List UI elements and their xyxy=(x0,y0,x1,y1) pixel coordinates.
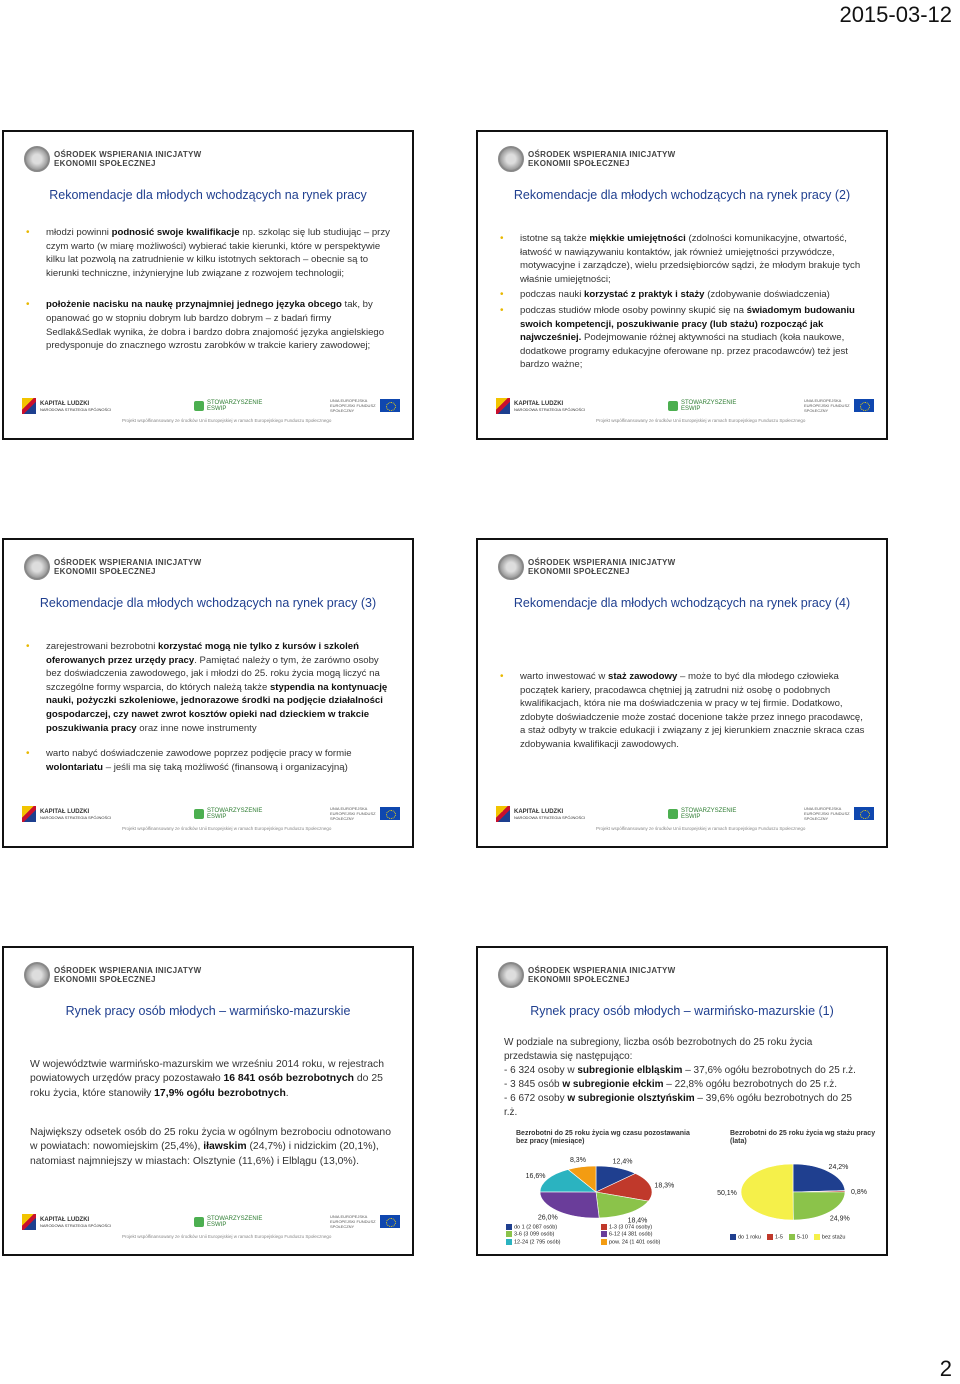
owies-logo-icon xyxy=(498,962,524,988)
eu-logo: UNIA EUROPEJSKA EUROPEJSKI FUNDUSZ SPOŁECZNY xyxy=(330,398,400,413)
slide-footer xyxy=(496,398,874,426)
legend-entry: 1-3 (3 074 osoby) xyxy=(601,1224,696,1231)
legend-swatch xyxy=(506,1231,512,1237)
legend-swatch xyxy=(506,1224,512,1230)
legend-swatch xyxy=(730,1234,736,1240)
slide-footer xyxy=(496,806,874,834)
eu-logo: UNIA EUROPEJSKA EUROPEJSKI FUNDUSZ SPOŁECZNY xyxy=(330,1214,400,1229)
footnote: Projekt współfinansowany ze środków Unii Europejskiej w ramach Europejskiego Funduszu Społecznego xyxy=(122,826,332,831)
legend-entry: do 1 (2 087 osób) xyxy=(506,1224,601,1231)
pie-slice xyxy=(741,1164,793,1220)
footnote: Projekt współfinansowany ze środków Unii Europejskiej w ramach Europejskiego Funduszu Społecznego xyxy=(122,1234,332,1239)
slide-title: Rynek pracy osób młodych – warmińsko-mazurskie (1) xyxy=(530,1004,834,1018)
slice-label: 8,3% xyxy=(569,1157,586,1165)
stowarzyszenie-logo: STOWARZYSZENIE ESWIP xyxy=(668,808,736,820)
footnote: Projekt współfinansowany ze środków Unii Europejskiej w ramach Europejskiego Funduszu Społecznego xyxy=(596,826,806,831)
owies-logo: OŚRODEK WSPIERANIA INICJATYW EKONOMII SPOŁECZNEJ xyxy=(498,554,676,580)
slide-footer xyxy=(22,398,400,426)
slide-title: Rekomendacje dla młodych wchodzących na rynek pracy xyxy=(49,188,367,202)
slide-footer xyxy=(22,1214,400,1242)
owies-logo: OŚRODEK WSPIERANIA INICJATYW EKONOMII SPOŁECZNEJ xyxy=(24,962,202,988)
slide-body xyxy=(26,226,394,361)
slice-label: 26,0% xyxy=(537,1214,558,1222)
bullet-item: • młodzi powinni podnosić swoje kwalifikacje np. szkoląc się lub studiując – przy czym warto (w miarę możliwości) wybierać takie kierunki, które w perspektywie kilku lat pozwolą na zatrudnienie w kilku istotnych sektorach – obecnie są to kierunki techniczne, inżynieryjne lub związane z rozwojem technologii; xyxy=(26,226,394,280)
legend-entry: 1-5 xyxy=(767,1234,783,1241)
slice-label: 18,3% xyxy=(654,1182,675,1190)
slice-label: 12,4% xyxy=(612,1158,633,1166)
bullet-item: • podczas studiów młode osoby powinny skupić się na świadomym budowaniu swoich kompetencji, poszukiwanie pracy (lub stażu) rozpocząć jak najwcześniej. Podejmowanie różnej aktywności na studiach (koła naukowe, dodatkowe programy edukacyjne oferowane np. przez pracodawców) też jest bardzo ważne; xyxy=(500,304,868,372)
owies-logo-icon xyxy=(24,962,50,988)
legend-swatch xyxy=(601,1224,607,1230)
owies-logo-icon xyxy=(24,554,50,580)
stowarzyszenie-logo: STOWARZYSZENIE ESWIP xyxy=(194,1216,262,1228)
owies-logo-icon xyxy=(24,146,50,172)
slide-title: Rekomendacje dla młodych wchodzących na rynek pracy (3) xyxy=(39,596,377,610)
kapital-ludzki-logo: KAPITAŁ LUDZKI NARODOWA STRATEGIA SPÓJNOŚCI xyxy=(22,1214,111,1230)
eu-logo: UNIA EUROPEJSKA EUROPEJSKI FUNDUSZ SPOŁECZNY xyxy=(804,398,874,413)
kapital-ludzki-logo: KAPITAŁ LUDZKI NARODOWA STRATEGIA SPÓJNOŚCI xyxy=(496,806,585,822)
pie-chart xyxy=(700,1146,886,1232)
owies-logo-icon xyxy=(498,554,524,580)
owies-logo: OŚRODEK WSPIERANIA INICJATYW EKONOMII SPOŁECZNEJ xyxy=(24,146,202,172)
slide-footer xyxy=(22,806,400,834)
stowarzyszenie-logo: STOWARZYSZENIE ESWIP xyxy=(194,400,262,412)
page-date: 2015-03-12 xyxy=(839,2,952,27)
eu-flag-icon xyxy=(854,807,874,820)
bullet-item: • warto inwestować w staż zawodowy – może to być dla młodego człowieka początek kariery, pracodawca chętniej ją zatrudni niż osobę o podobnych kwalifikacjach, która nie ma doświadczenia w pracy w tej firmie. Dodatkowo, zdobyte doświadczenie może zostać docenione także przez innego pracodawcę, a staż odbyty w trakcie edukacji i związany z jej kierunkiem znacznie skraca czas zdobywania kwalifikacji zawodowych. xyxy=(500,670,868,752)
legend-swatch xyxy=(814,1234,820,1240)
legend-entry: 12-24 (2 795 osób) xyxy=(506,1239,601,1246)
slide-6 xyxy=(476,946,888,1256)
chart-legend xyxy=(730,1234,886,1241)
bullet-item: • warto nabyć doświadczenie zawodowe poprzez podjęcie pracy w formie wolontariatu – jeśli ma się taką możliwość (finansową i organizacyjną) xyxy=(26,747,394,774)
bullet-item: • położenie nacisku na naukę przynajmniej jednego języka obcego tak, by opanować go w stopniu dobrym lub bardzo dobrym – z badań firmy Sedlak&Sedlak wynika, że dobra i bardzo dobra znajomość języka angielskiego predysponuje do znacznego wzrostu zarobków w trakcie kariery zawodowej; xyxy=(26,298,394,352)
slice-label: 0,8% xyxy=(850,1189,867,1197)
bullet-item: • podczas nauki korzystać z praktyk i staży (zdobywanie doświadczenia) xyxy=(500,288,868,302)
stowarzyszenie-logo: STOWARZYSZENIE ESWIP xyxy=(668,400,736,412)
slide-body xyxy=(500,670,868,760)
stowarzyszenie-logo: STOWARZYSZENIE ESWIP xyxy=(194,808,262,820)
bullet-item: • istotne są także miękkie umiejętności (zdolności komunikacyjne, otwartość, łatwość w nawiązywaniu kontaktów, jak również umiejętności przywódcze, motywacyjne i zarządcze), wielu przedsiębiorców sądzi, że młodym brakuje tych właśnie umiejętności; xyxy=(500,232,868,286)
slide-body xyxy=(26,640,394,782)
slide-title: Rekomendacje dla młodych wchodzących na rynek pracy (4) xyxy=(513,596,851,610)
footnote: Projekt współfinansowany ze środków Unii Europejskiej w ramach Europejskiego Funduszu Społecznego xyxy=(596,418,806,423)
eu-logo: UNIA EUROPEJSKA EUROPEJSKI FUNDUSZ SPOŁECZNY xyxy=(804,806,874,821)
eu-logo: UNIA EUROPEJSKA EUROPEJSKI FUNDUSZ SPOŁECZNY xyxy=(330,806,400,821)
eu-flag-icon xyxy=(854,399,874,412)
legend-swatch xyxy=(789,1234,795,1240)
kapital-ludzki-logo: KAPITAŁ LUDZKI NARODOWA STRATEGIA SPÓJNOŚCI xyxy=(22,398,111,414)
footnote: Projekt współfinansowany ze środków Unii Europejskiej w ramach Europejskiego Funduszu Społecznego xyxy=(122,418,332,423)
owies-logo-icon xyxy=(498,146,524,172)
kapital-ludzki-logo: KAPITAŁ LUDZKI NARODOWA STRATEGIA SPÓJNOŚCI xyxy=(22,806,111,822)
bullet-item: • zarejestrowani bezrobotni korzystać mogą nie tylko z kursów i szkoleń oferowanych przez urzędy pracy. Pamiętać należy o tym, że zarówno osoby bez doświadczenia zawodowego, jak i młodzi do 25. roku życia mogą liczyć na szczególne formy wsparcia, do których należą także stypendia na kontynuację nauki, pożyczki szkoleniowe, jednorazowe środki na podjęcie działalności gospodarczej, czy nawet zwrot kosztów opieki nad dzieckiem w trakcie poszukiwania pracy oraz inne nowe instrumenty xyxy=(26,640,394,735)
slide-body xyxy=(500,232,868,380)
legend-entry: pow. 24 (1 401 osób) xyxy=(601,1239,696,1246)
kapital-ludzki-logo: KAPITAŁ LUDZKI NARODOWA STRATEGIA SPÓJNOŚCI xyxy=(496,398,585,414)
page-number: 2 xyxy=(939,1356,952,1381)
pie-chart xyxy=(496,1146,696,1232)
legend-swatch xyxy=(506,1239,512,1245)
slide-5 xyxy=(2,946,414,1256)
slice-label: 50,1% xyxy=(717,1190,737,1198)
eu-flag-icon xyxy=(380,399,400,412)
slide-title: Rekomendacje dla młodych wchodzących na rynek pracy (2) xyxy=(513,188,851,202)
slide-paragraph: W podziale na subregiony, liczba osób bezrobotnych do 25 roku życia przedstawia się następująco: - 6 324 osoby w subregionie elbląskim – 37,6% ogółu bezrobotnych do 25 r.ż. - 3 845 osób w subregionie ełckim – 22,8% ogółu bezrobotnych do 25 r.ż. - 6 672 osoby w subregionie olsztyńskim – 39,6% ogółu bezrobotnych do 25 r.ż. xyxy=(504,1037,856,1118)
slice-label: 18,4% xyxy=(627,1217,648,1225)
eu-flag-icon xyxy=(380,1215,400,1228)
slide-paragraph: Największy odsetek osób do 25 roku życia w ogólnym bezrobociu odnotowano w powiatach: nowomiejskim (25,4%), iławskim (24,7%) i nidzickim (20,1%), natomiast najmniejszy w miastach: Olsztynie (11,6%) i Elblągu (13,0%). xyxy=(30,1127,391,1167)
slice-label: 24,2% xyxy=(828,1163,849,1171)
slice-label: 16,6% xyxy=(525,1172,546,1180)
chart-title: Bezrobotni do 25 roku życia wg czasu pozostawania bez pracy (miesiące) xyxy=(516,1130,690,1145)
slide-4 xyxy=(476,538,888,848)
legend-swatch xyxy=(601,1231,607,1237)
chart-legend xyxy=(506,1224,696,1246)
chart-work-experience xyxy=(700,1130,886,1248)
slice-label: 24,9% xyxy=(829,1215,850,1223)
legend-entry: 5-10 xyxy=(789,1234,808,1241)
legend-entry: 6-12 (4 381 osób) xyxy=(601,1231,696,1238)
owies-logo: OŚRODEK WSPIERANIA INICJATYW EKONOMII SPOŁECZNEJ xyxy=(498,962,676,988)
chart-unemployment-duration xyxy=(496,1130,696,1248)
slide-title: Rynek pracy osób młodych – warmińsko-mazurskie xyxy=(65,1004,351,1018)
legend-entry: 3-6 (3 099 osób) xyxy=(506,1231,601,1238)
slide-2 xyxy=(476,130,888,440)
eu-flag-icon xyxy=(380,807,400,820)
slide-3 xyxy=(2,538,414,848)
slide-paragraph: W województwie warmińsko-mazurskim we wrześniu 2014 roku, w rejestrach powiatowych urzędów pracy pozostawało 16 841 osób bezrobotnych do 25 roku życia, które stanowiły 17,9% ogółu bezrobotnych. xyxy=(30,1059,384,1099)
legend-entry: bez stażu xyxy=(814,1234,846,1241)
legend-entry: do 1 roku xyxy=(730,1234,761,1241)
slide-1 xyxy=(2,130,414,440)
legend-swatch xyxy=(601,1239,607,1245)
chart-title: Bezrobotni do 25 roku życia wg stażu pracy (lata) xyxy=(730,1130,876,1145)
legend-swatch xyxy=(767,1234,773,1240)
owies-logo: OŚRODEK WSPIERANIA INICJATYW EKONOMII SPOŁECZNEJ xyxy=(24,554,202,580)
owies-logo: OŚRODEK WSPIERANIA INICJATYW EKONOMII SPOŁECZNEJ xyxy=(498,146,676,172)
